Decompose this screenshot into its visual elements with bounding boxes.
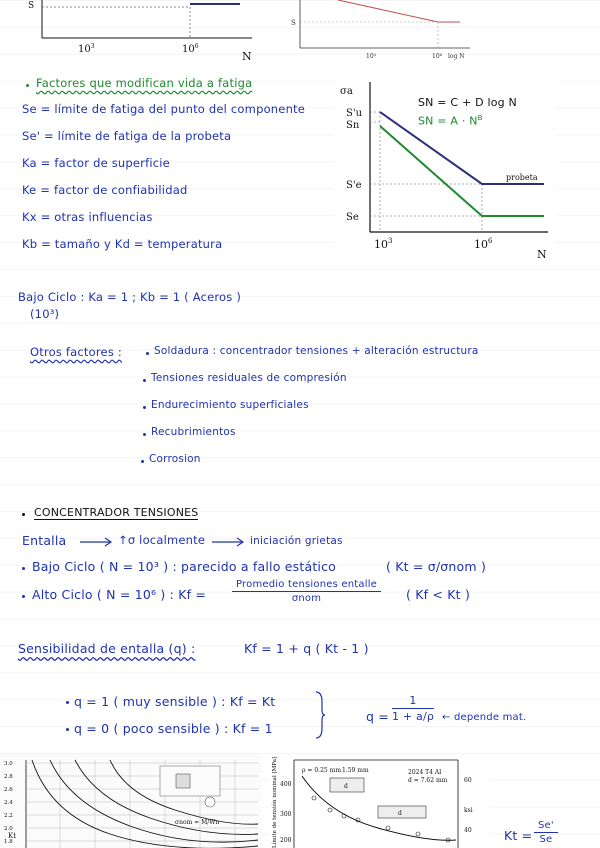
kt-ratio-den: Se [539, 834, 553, 845]
sn-xlabel: N [537, 248, 547, 261]
bullet-high-cycle [22, 595, 25, 598]
kt-definition: ( Kt = σ/σnom ) [386, 559, 487, 574]
sn-sn-label: Sn [346, 120, 360, 131]
mpa-ylabel: Límite de tensión nominal [MPa] [272, 756, 278, 848]
kt-chart-annot: σnom = M/Wn [175, 819, 220, 826]
tr-ylabel: S [291, 19, 296, 27]
q-equals-zero: q = 0 ( poco sensible ) : Kf = 1 [74, 721, 273, 736]
high-cycle-kf: Alto Ciclo ( N = 10⁶ ) : Kf = [32, 587, 207, 602]
sn-equation-log: SN = C + D log N [418, 96, 517, 109]
ksi-tick-60: 60 [464, 777, 472, 784]
other-factor-corrosion: Corrosion [149, 453, 201, 465]
bullet-welding [146, 352, 149, 355]
material-label: 2024 T4 Al [408, 769, 442, 776]
q-equals-one: q = 1 ( muy sensible ) : Kf = Kt [74, 694, 276, 709]
dim-label: 1.59 mm [342, 767, 369, 774]
kf-fraction [232, 579, 381, 604]
ksi-unit: ksi [464, 807, 473, 814]
q-fraction [392, 694, 434, 723]
kt-ratio-label: Kt = [504, 828, 533, 843]
factor-item-ka: Ka = factor de superficie [22, 156, 170, 170]
kf-numerator: Promedio tensiones entalle [232, 579, 381, 592]
ksi-tick-40: 40 [464, 827, 472, 834]
brace-icon [314, 690, 326, 740]
sn-sut-label: S'u [346, 108, 363, 119]
bullet-concentrator [22, 513, 25, 516]
q-numerator: 1 [392, 694, 434, 709]
sn-equation-power: SN = $A \cdot N^B$ [418, 114, 483, 128]
q-denominator: 1 + a/ρ [392, 710, 435, 723]
sn-tick2: $10^6$ [474, 237, 493, 251]
factor-item-se: Se = límite de fatiga del punto del componente [22, 102, 306, 116]
specimen-d-label-1: d [344, 783, 348, 790]
kt-tick-18: 1.8 [4, 839, 13, 845]
factor-item-kb-kd: Kb = tamaño y Kd = temperatura [22, 237, 223, 251]
kt-ratio-fraction [534, 820, 558, 845]
top-right-log-chart [288, 0, 478, 62]
tr-xlabel: log N [448, 53, 465, 60]
specimen-d-label-2: d [398, 810, 402, 817]
bullet-residual [143, 379, 146, 382]
kt-tick-28: 2.8 [4, 774, 13, 780]
bullet-low-cycle [22, 567, 25, 570]
tl-tick2: $10^6$ [182, 43, 199, 55]
q-material-note: ← depende mat. [442, 712, 527, 723]
kt-tick-24: 2.4 [4, 800, 13, 806]
tr-tick1: $10^3$ [366, 52, 377, 60]
kf-denominator: σnom [291, 593, 322, 604]
low-cycle-sub: (10³) [30, 307, 60, 321]
sensitivity-formula: Kf = 1 + q ( Kt - 1 ) [244, 641, 369, 656]
sn-se-prime-label: S'e [346, 180, 362, 191]
factor-item-se-prime: Se' = límite de fatiga de la probeta [22, 129, 232, 143]
low-cycle-line: Bajo Ciclo : Ka = 1 ; Kb = 1 ( Aceros ) [18, 290, 242, 304]
sn-ylabel: σa [340, 86, 353, 97]
concentrator-title: CONCENTRADOR TENSIONES [34, 506, 199, 519]
other-factor-hardening: Endurecimiento superficiales [151, 399, 309, 411]
notch-word: Entalla [22, 533, 67, 548]
tr-tick2: $10^6$ [432, 52, 443, 60]
kt-tick-30: 3.0 [4, 761, 13, 767]
factor-item-ke: Ke = factor de confiabilidad [22, 183, 188, 197]
other-factor-welding: Soldadura : concentrador tensiones + alteración estructura [154, 345, 479, 357]
bullet-corrosion [141, 460, 144, 463]
arrow-icon [80, 537, 114, 547]
kt-ylabel: Kt [8, 832, 17, 840]
bullet-factors [26, 84, 29, 87]
arrow-icon [212, 537, 246, 547]
crack-initiation: iniciación grietas [250, 535, 343, 547]
kf-lt-kt: ( Kf < Kt ) [406, 587, 471, 602]
notch-strength-chart [268, 754, 490, 848]
sn-curve-label: probeta [506, 173, 538, 182]
sensitivity-label: Sensibilidad de entalla (q) : [18, 641, 196, 656]
bullet-q0 [66, 728, 69, 731]
tl-ylabel: S [28, 1, 35, 11]
q-equation: q = [366, 709, 389, 724]
top-left-sn-chart [20, 0, 260, 62]
bullet-coating [143, 433, 146, 436]
bullet-q1 [66, 701, 69, 704]
sn-tick1: $10^3$ [374, 237, 393, 251]
stress-increase: ↑σ localmente [118, 533, 206, 547]
kt-chart [0, 754, 262, 848]
mpa-tick-400: 400 [280, 781, 292, 788]
rho-label: ρ = 0.25 mm [302, 767, 342, 774]
tl-xlabel: N [242, 50, 252, 62]
mpa-tick-300: 300 [280, 811, 292, 818]
kt-tick-22: 2.2 [4, 813, 13, 819]
bullet-hardening [143, 406, 146, 409]
low-cycle-static: Bajo Ciclo ( N = 10³ ) : parecido a fallo estático [32, 559, 337, 574]
sn-se-label: Se [346, 212, 359, 223]
kt-tick-20: 2.0 [4, 826, 13, 832]
other-factor-residual: Tensiones residuales de compresión [151, 372, 347, 384]
diameter-label: d = 7.62 mm [408, 777, 448, 784]
factors-title: Factores que modifican vida a fatiga [36, 76, 253, 90]
mpa-tick-200: 200 [280, 837, 292, 844]
kt-tick-26: 2.6 [4, 787, 13, 793]
factor-item-kx: Kx = otras influencias [22, 210, 153, 224]
other-factors-label: Otros factores : [30, 345, 122, 359]
kt-ratio-num: Se' [534, 820, 558, 833]
other-factor-coating: Recubrimientos [151, 426, 236, 438]
tl-tick1: $10^3$ [78, 43, 95, 55]
